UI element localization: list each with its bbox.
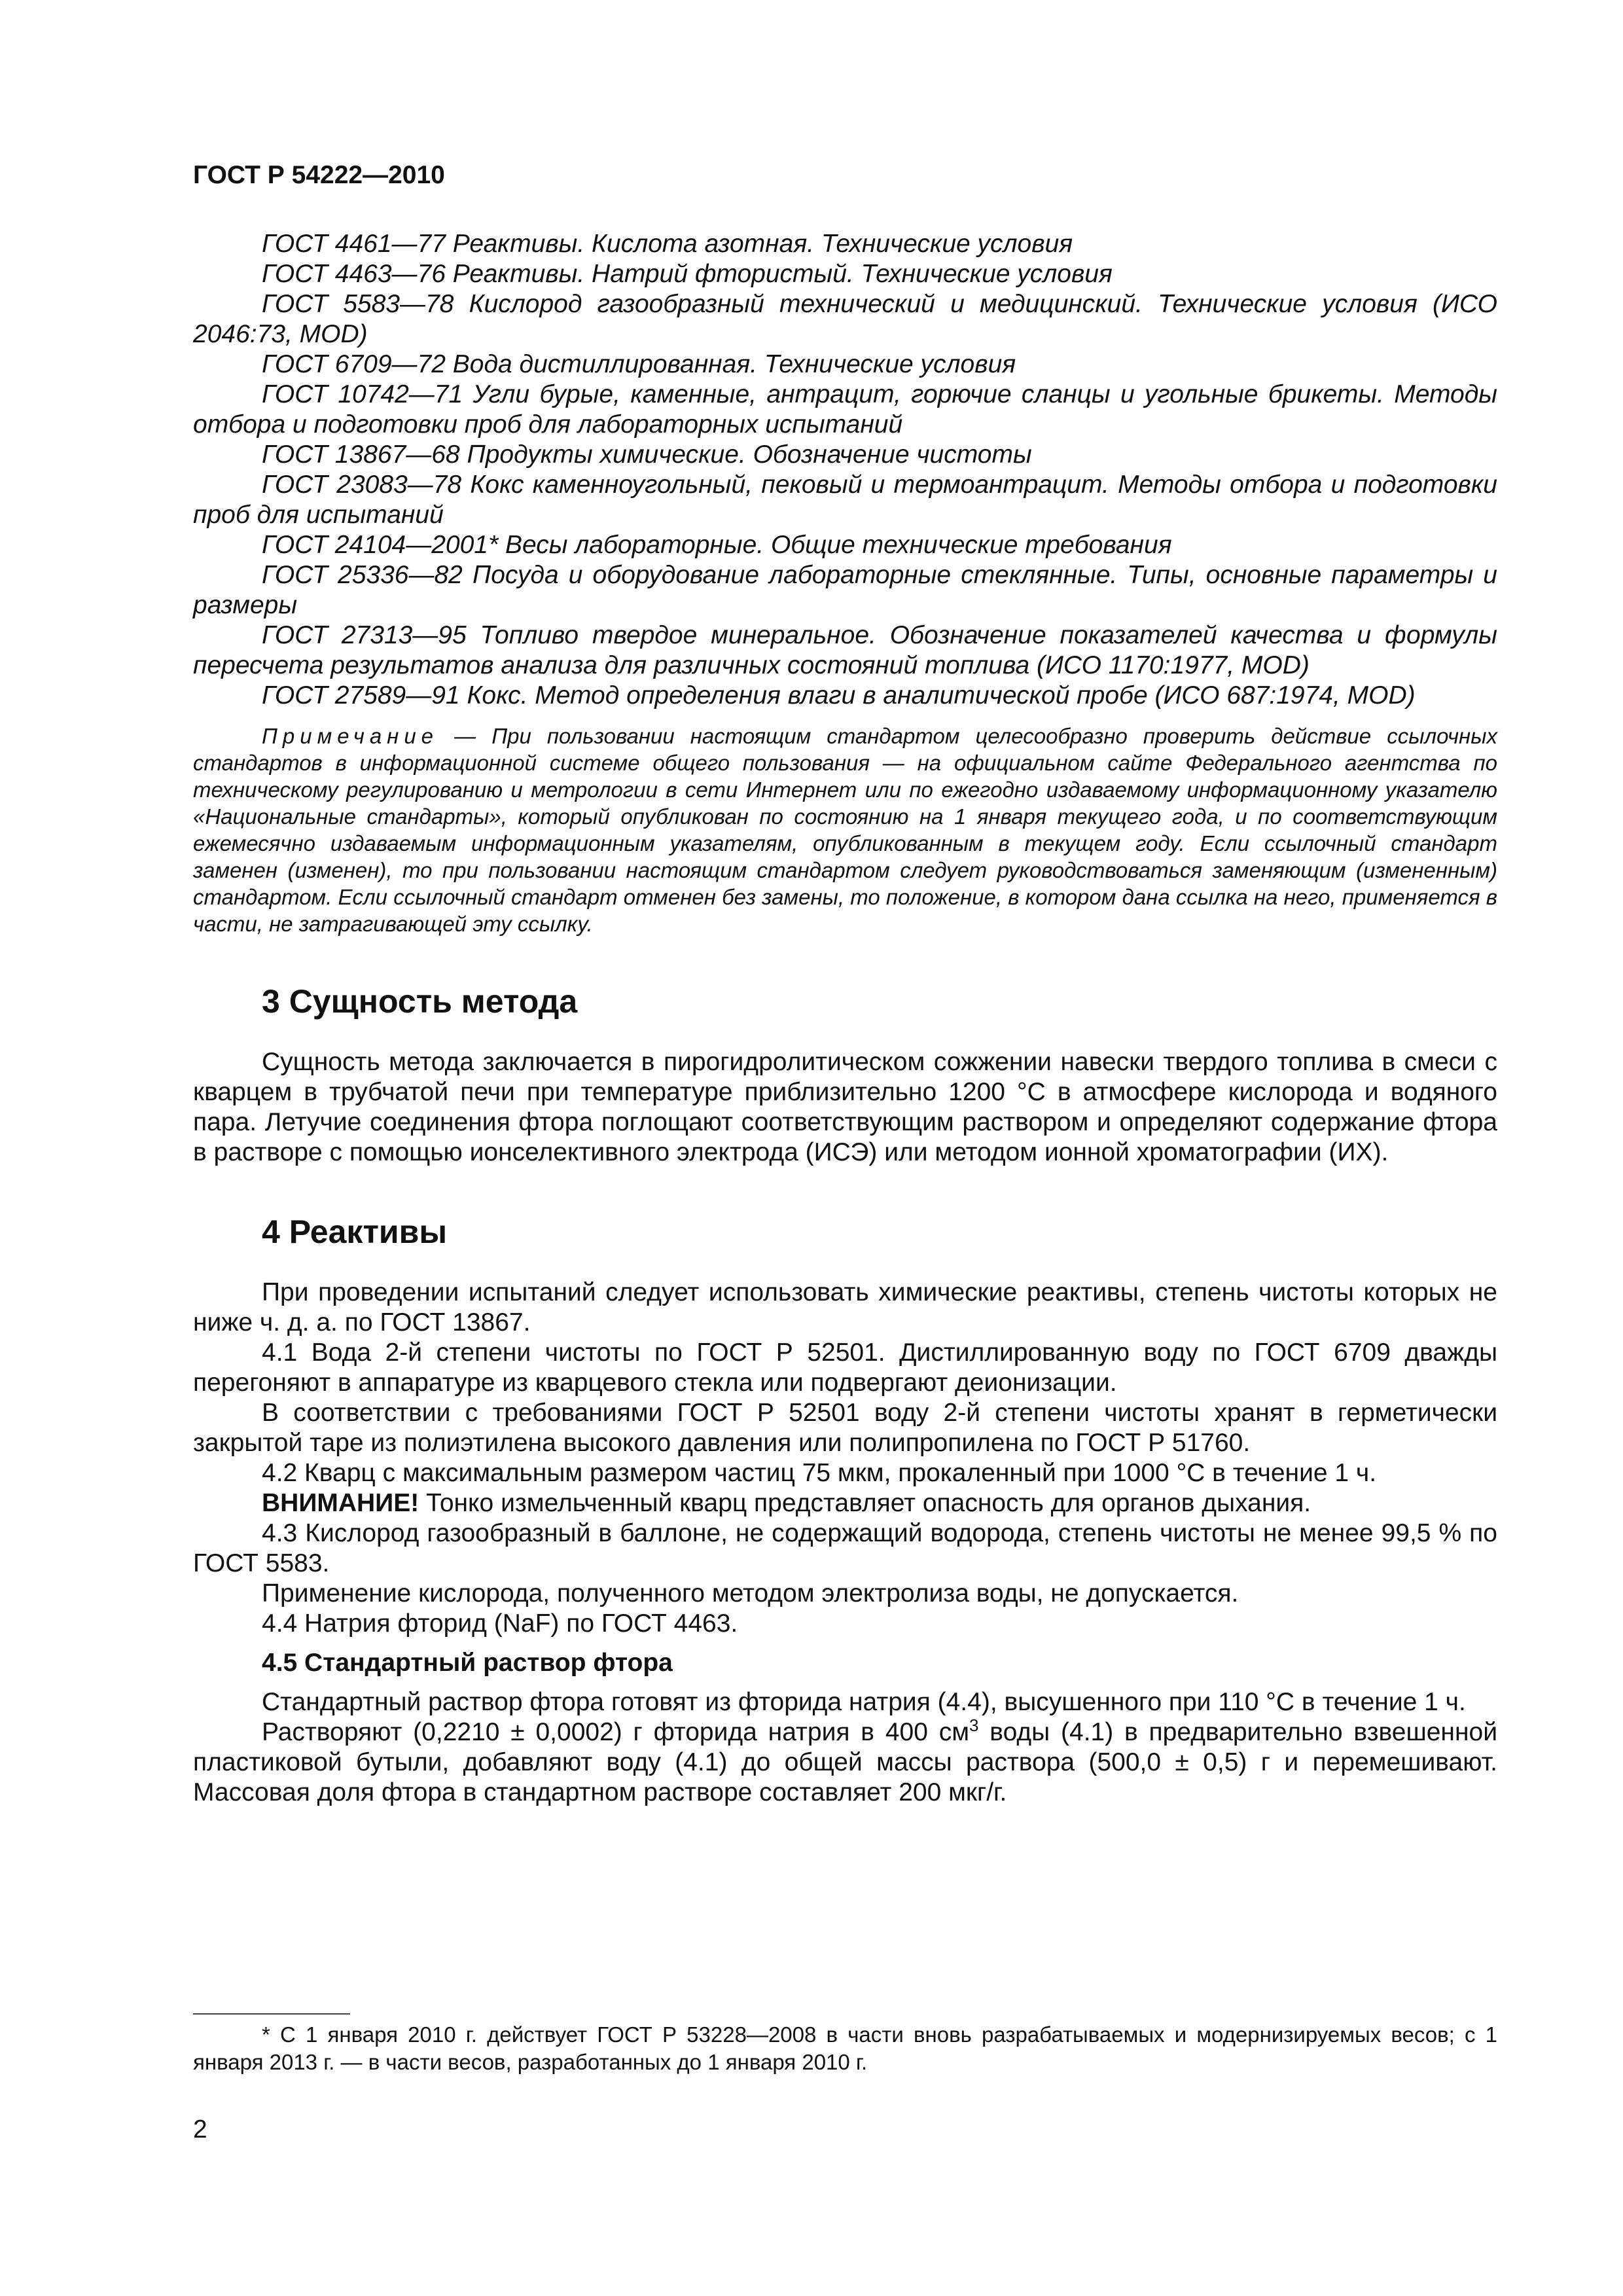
clause-4-1-storage: В соответствии с требованиями ГОСТ Р 52501 воду 2-й степени чистоты хранят в герметически закрытой таре из полиэтилена высокого давления или полипропилена по ГОСТ Р 51760. — [193, 1399, 1497, 1457]
document-header: ГОСТ Р 54222—2010 — [193, 161, 445, 189]
warning-label: ВНИМАНИЕ! — [262, 1489, 419, 1517]
clause-4-3: 4.3 Кислород газообразный в баллоне, не содержащий водорода, степень чистоты не менее 99,5 % по ГОСТ 5583. — [193, 1519, 1497, 1577]
reference-item: ГОСТ 6709—72 Вода дистиллированная. Технические условия — [262, 350, 1016, 378]
section-4-title: 4 Реактивы — [262, 1213, 448, 1250]
reference-item: ГОСТ 23083—78 Кокс каменноугольный, пековый и термоантрацит. Методы отбора и подготовки проб для испытаний — [193, 471, 1497, 529]
reference-item: ГОСТ 27589—91 Кокс. Метод определения влаги в аналитической пробе (ИСО 687:1974, MOD) — [262, 681, 1416, 709]
section-3-title: 3 Сущность метода — [262, 983, 578, 1020]
clause-4-2: 4.2 Кварц с максимальным размером частиц 75 мкм, прокаленный при 1000 °С в течение 1 ч. — [262, 1459, 1377, 1487]
dissolution-text-start: Растворяют (0,2210 ± 0,0002) г фторида натрия в 400 см — [262, 1718, 970, 1746]
warning-paragraph — [193, 1488, 1497, 1518]
note-label: Примечание — [262, 724, 439, 748]
section-4-intro: При проведении испытаний следует использовать химические реактивы, степень чистоты которых не ниже ч. д. а. по ГОСТ 13867. — [193, 1278, 1497, 1336]
footnote: * С 1 января 2010 г. действует ГОСТ Р 53228—2008 в части вновь разрабатываемых и модернизируемых весов; с 1 января 2013 г. — в части весов, разработанных до 1 января 2010 г. — [193, 2022, 1497, 2074]
dissolution-text-end: воды (4.1) в предварительно взвешенной пластиковой бутыли, добавляют воду (4.1) до общей массы раствора (500,0 ± 0,5) г и перемешивают. Массовая доля фтора в стандартном растворе составляет 200 мкг/г. — [193, 1718, 1497, 1806]
clause-4-1: 4.1 Вода 2-й степени чистоты по ГОСТ Р 52501. Дистиллированную воду по ГОСТ 6709 дважды перегоняют в аппаратуре из кварцевого стекла или подвергают деионизации. — [193, 1338, 1497, 1397]
reference-item: ГОСТ 4461—77 Реактивы. Кислота азотная. Технические условия — [262, 230, 1073, 258]
reference-item: ГОСТ 13867—68 Продукты химические. Обозначение чистоты — [262, 440, 1032, 469]
page-number: 2 — [193, 2115, 207, 2144]
cubic-superscript: 3 — [969, 1715, 979, 1735]
section-3-text: Сущность метода заключается в пирогидролитическом сожжении навески твердого топлива в смеси с кварцем в трубчатой печи при температуре приблизительно 1200 °С в атмосфере кислорода и водяного пара. Летучие соединения фтора поглощают соответствующим раствором и определяют содержание фтора в растворе с помощью ионселективного электрода (ИСЭ) или методом ионной хроматографии (ИХ). — [193, 1048, 1497, 1166]
reference-item: ГОСТ 4463—76 Реактивы. Натрий фтористый. Технические условия — [262, 260, 1113, 288]
reference-item: ГОСТ 24104—2001* Весы лабораторные. Общие технические требования — [262, 531, 1172, 559]
normative-references — [193, 229, 1497, 711]
warning-text: Тонко измельченный кварц представляет опасность для органов дыхания. — [419, 1489, 1311, 1517]
clause-4-5-preparation: Стандартный раствор фтора готовят из фторида натрия (4.4), высушенного при 110 °С в течение 1 ч. — [262, 1688, 1466, 1716]
subsection-4-5-title: 4.5 Стандартный раствор фтора — [262, 1649, 673, 1677]
note-paragraph — [193, 723, 1497, 937]
reference-item: ГОСТ 25336—82 Посуда и оборудование лабораторные стеклянные. Типы, основные параметры и размеры — [193, 561, 1497, 619]
clause-4-3-restriction: Применение кислорода, полученного методом электролиза воды, не допускается. — [262, 1579, 1239, 1607]
footnote-divider — [193, 2013, 350, 2015]
note-text: — При пользовании настоящим стандартом целесообразно проверить действие ссылочных стандартов в информационной системе общего пользования — на официальном сайте Федерального агентства по техническому регулированию и метрологии в сети Интернет или по ежегодно издаваемому информационному указателю «Национальные стандарты», который опубликован по состоянию на 1 января текущего года, и по соответствующим ежемесячно издаваемым информационным указателям, опубликованным в текущем году. Если ссылочный стандарт заменен (изменен), то при пользовании настоящим стандартом следует руководствоваться заменяющим (измененным) стандартом. Если ссылочный стандарт отменен без замены, то положение, в котором дана ссылка на него, применяется в части, не затрагивающей эту ссылку. — [193, 724, 1497, 936]
clause-4-4: 4.4 Натрия фторид (NaF) по ГОСТ 4463. — [262, 1609, 738, 1638]
page-content — [193, 229, 1497, 1808]
reference-item: ГОСТ 5583—78 Кислород газообразный технический и медицинский. Технические условия (ИСО 2046:73, MOD) — [193, 290, 1497, 348]
reference-item: ГОСТ 10742—71 Угли бурые, каменные, антрацит, горючие сланцы и угольные брикеты. Методы отбора и подготовки проб для лабораторных испытаний — [193, 380, 1497, 439]
clause-4-5-dissolution — [193, 1717, 1497, 1808]
reference-item: ГОСТ 27313—95 Топливо твердое минеральное. Обозначение показателей качества и формулы пересчета результатов анализа для различных состояний топлива (ИСО 1170:1977, MOD) — [193, 621, 1497, 679]
